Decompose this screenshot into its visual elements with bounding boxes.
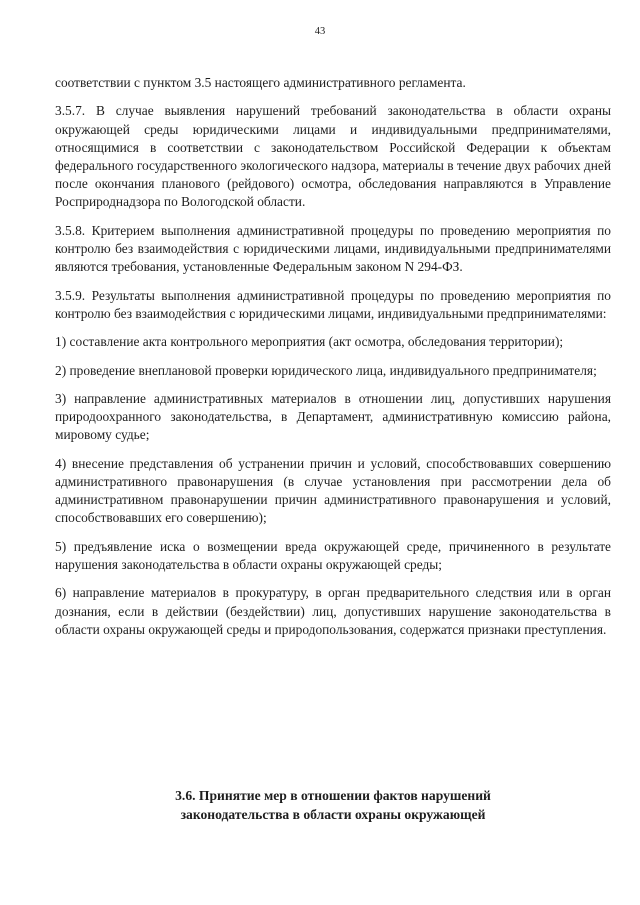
paragraph-3-5-7: 3.5.7. В случае выявления нарушений требований законодательства в области охраны окружающей среды юридическими лицами и индивидуальными предпринимателями, относящимися в соответствии с законодательством Российской Федерации к объектам федерального государственного экологического надзора, материалы в течение двух рабочих дней после окончания планового (рейдового) осмотра, обследования направляются в Управление Росприроднадзора по Вологодской области. bbox=[55, 103, 611, 210]
page-number: 43 bbox=[314, 26, 326, 37]
section-heading bbox=[55, 786, 611, 824]
list-item-6: 6) направление материалов в прокуратуру, в орган предварительного следствия или в орган дознания, если в действии (бездействии) лиц, допустивших нарушение законодательства в области охраны окружающей среды и природопользования, содержатся признаки преступления. bbox=[55, 585, 611, 637]
list-item-2: 2) проведение внеплановой проверки юридического лица, индивидуального предпринимателя; bbox=[55, 362, 597, 378]
body-text bbox=[55, 74, 611, 649]
list-item-1: 1) составление акта контрольного мероприятия (акт осмотра, обследования территории); bbox=[55, 334, 564, 350]
section-heading-line-2: законодательства в области охраны окружающей bbox=[180, 807, 486, 822]
section-heading-line-1: 3.6. Принятие мер в отношении фактов нарушений bbox=[175, 788, 491, 803]
paragraph-3-5-9: 3.5.9. Результаты выполнения административной процедуры по проведению мероприятия по контролю без взаимодействия с юридическими лицами, индивидуальными предпринимателями: bbox=[55, 287, 611, 321]
list-item-5: 5) предъявление иска о возмещении вреда окружающей среде, причиненного в результате нарушения законодательства в области охраны окружающей среды; bbox=[55, 538, 611, 572]
paragraph-3-5-8: 3.5.8. Критерием выполнения административной процедуры по проведению мероприятия по контролю без взаимодействия с юридическими лицами, индивидуальными предпринимателями являются требования, установленные Федеральным законом N 294-ФЗ. bbox=[55, 222, 611, 275]
list-item-3: 3) направление административных материалов в отношении лиц, допустивших нарушения природоохранного законодательства, в Департамент, административную комиссию района, мировому судье; bbox=[55, 390, 611, 443]
paragraph-continuation: соответствии с пунктом 3.5 настоящего административного регламента. bbox=[55, 75, 466, 90]
list-item-4: 4) внесение представления об устранении причин и условий, способствовавших совершению административного правонарушения (в случае установления при рассмотрении дела об административном правонарушении причин административного правонарушения и условий, способствовавших его совершению); bbox=[55, 455, 611, 526]
